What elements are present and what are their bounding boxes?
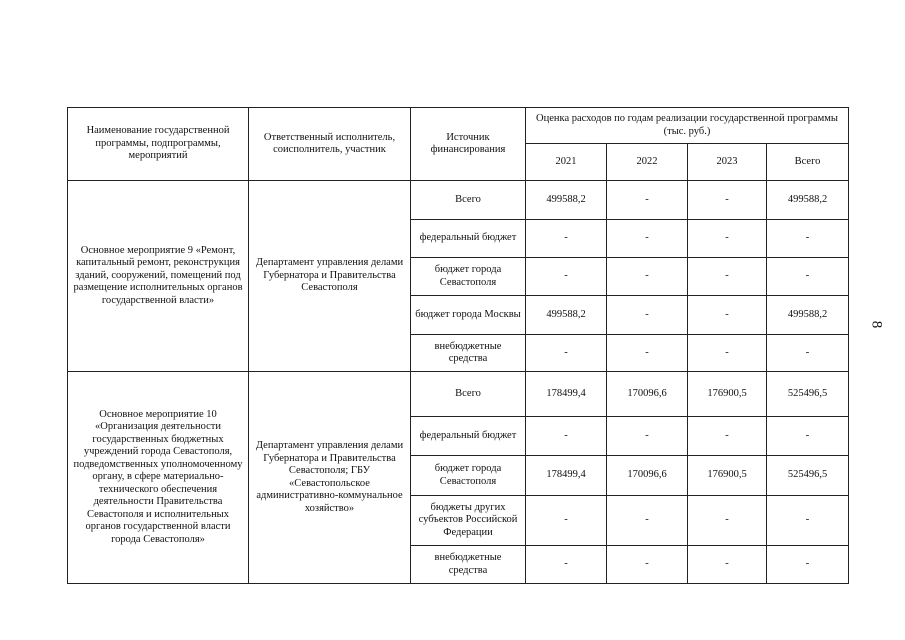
header-year-2022: 2022	[607, 144, 688, 181]
value-2021: 178499,4	[526, 372, 607, 417]
source-cell: Всего	[411, 372, 526, 417]
value-2021: 499588,2	[526, 296, 607, 335]
value-2022: -	[607, 335, 688, 372]
value-2023: -	[688, 335, 767, 372]
header-executor: Ответственный исполнитель, соисполнитель, участник	[249, 108, 411, 181]
value-2022: -	[607, 496, 688, 546]
value-2022: -	[607, 181, 688, 220]
value-2022: -	[607, 220, 688, 258]
value-total: 499588,2	[767, 296, 849, 335]
value-2023: -	[688, 496, 767, 546]
value-2023: -	[688, 258, 767, 296]
value-total: 525496,5	[767, 372, 849, 417]
value-2021: -	[526, 496, 607, 546]
value-total: -	[767, 496, 849, 546]
header-year-2023: 2023	[688, 144, 767, 181]
value-2023: -	[688, 417, 767, 456]
executor-cell: Департамент управления делами Губернатора и Правительства Севастополя	[249, 181, 411, 372]
source-cell: внебюджетные средства	[411, 546, 526, 584]
header-source: Источник финансирования	[411, 108, 526, 181]
value-total: -	[767, 220, 849, 258]
value-2022: 170096,6	[607, 456, 688, 496]
source-cell: Всего	[411, 181, 526, 220]
budget-table	[67, 107, 849, 584]
value-2023: 176900,5	[688, 372, 767, 417]
header-total: Всего	[767, 144, 849, 181]
source-cell: федеральный бюджет	[411, 220, 526, 258]
table-row	[68, 372, 849, 417]
source-cell: федеральный бюджет	[411, 417, 526, 456]
value-total: 499588,2	[767, 181, 849, 220]
value-2021: -	[526, 258, 607, 296]
source-cell: бюджеты других субъектов Российской Федерации	[411, 496, 526, 546]
program-name-cell: Основное мероприятие 9 «Ремонт, капитальный ремонт, реконструкция зданий, сооружений, помещений под размещение исполнительных органов государственной власти»	[68, 181, 249, 372]
value-total: -	[767, 258, 849, 296]
source-cell: внебюджетные средства	[411, 335, 526, 372]
value-total: -	[767, 417, 849, 456]
value-2023: -	[688, 296, 767, 335]
header-row-1	[68, 108, 849, 144]
value-2022: -	[607, 258, 688, 296]
value-2022: -	[607, 296, 688, 335]
value-total: -	[767, 546, 849, 584]
value-2023: -	[688, 546, 767, 584]
program-name-cell: Основное мероприятие 10 «Организация деятельности государственных бюджетных учреждений города Севастополя, подведомственных уполномоченному органу, в сфере материально-технического обеспечения деятельности Правительства Севастополя и исполнительных органов государственной власти города Севастополя»	[68, 372, 249, 584]
header-expenses-group: Оценка расходов по годам реализации государственной программы (тыс. руб.)	[526, 108, 849, 144]
executor-cell: Департамент управления делами Губернатора и Правительства Севастополя; ГБУ «Севастопольское административно-коммунальное хозяйство»	[249, 372, 411, 584]
value-2021: -	[526, 417, 607, 456]
source-cell: бюджет города Севастополя	[411, 258, 526, 296]
source-cell: бюджет города Москвы	[411, 296, 526, 335]
value-2023: -	[688, 220, 767, 258]
value-2021: -	[526, 335, 607, 372]
value-2021: -	[526, 546, 607, 584]
source-cell: бюджет города Севастополя	[411, 456, 526, 496]
value-2021: 178499,4	[526, 456, 607, 496]
value-total: -	[767, 335, 849, 372]
header-year-2021: 2021	[526, 144, 607, 181]
header-program-name: Наименование государственной программы, подпрограммы, мероприятий	[68, 108, 249, 181]
value-2023: 176900,5	[688, 456, 767, 496]
value-2023: -	[688, 181, 767, 220]
value-2022: -	[607, 546, 688, 584]
page-number: 8	[868, 320, 885, 329]
value-2021: -	[526, 220, 607, 258]
value-total: 525496,5	[767, 456, 849, 496]
value-2022: -	[607, 417, 688, 456]
value-2022: 170096,6	[607, 372, 688, 417]
table-row	[68, 181, 849, 220]
value-2021: 499588,2	[526, 181, 607, 220]
